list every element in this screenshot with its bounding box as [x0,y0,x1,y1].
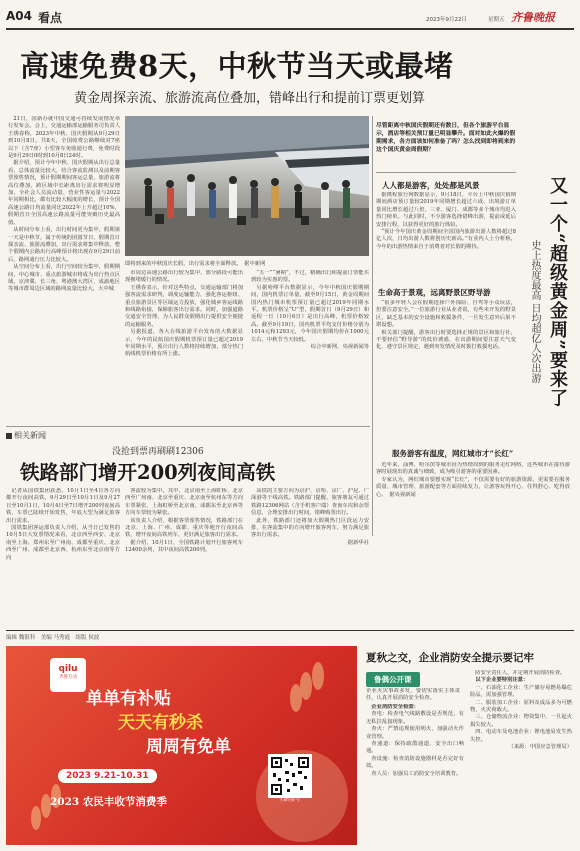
ad-line-3: 周周有免单 [146,737,231,757]
sidebar-section-2: “很多年轻人会在假期选择户外探险、自驾等小众玩法，但要注意安全。”一位旅游行业从业者说，有些未开发的野景区，缺乏基本的安全设施和救援条件，一旦发生意外后果不堪设想。 相关部门提醒，游客出行时要选择正规的景区和旅行社，不要轻信“野导游”的低价诱惑，在出游期间要注意天气变化，遵守景区规定，遇到突发情况及时拨打救援电话。 [376,300,516,351]
ad-brand-sub: 齐鲁互动 [59,675,77,680]
related-top-rule [6,426,370,427]
ad-brand-logo [50,658,86,692]
sidebar-kicker: 史上热度最高 日均超亿人次出游 [529,240,540,384]
station-photo-illustration [125,116,369,256]
ad-event-title: 2023 农民丰收节消费季 [50,796,167,808]
section-name: 看点 [38,11,63,25]
page-code: A04 [6,9,32,23]
qr-code-icon [271,757,309,795]
credits-line [6,633,99,641]
ad-banner [6,646,357,845]
ad-line-1: 单单有补贴 [86,689,171,709]
lead-col-3: “五一”“暑期”，不过，精确出行和提前订票能买到较为实惠的票。 另据哈啰平台数据显示，今年中秋国庆假期期间，国内机票订单量，截至9月15日，黄金周期间国内热门城市机票预订量已超过2019年同期水平。机票价格呈“U”型，假期首日（9月29日）和返程一日（10月6日）是出行高峰，机票价格较高。截至9月19日，国内机票平均支付价格分别为1014元和1293元，今年国庆假期均价在1000元左右，中秋节当天较低。 综合中新网、央视新闻等 [251,270,369,351]
safety-headline: 夏秋之交，企业消防安全提示要记牢 [366,652,534,664]
masthead [6,6,574,28]
lead-subheadline: 黄金周探亲流、旅游流高位叠加，错峰出行和提前订票更划算 [74,91,426,106]
lead-photo [125,116,369,256]
lead-col-2: 市周边高速公路出行较为集中，部分路段可能出现拥堵缓行的情况。 王绣春表示，针对这些特点，交通运输部门将加强客流需求研判，调度运输能力，强化客运枢纽、重点旅游景区等区域运力投放，强化城乡客运线路和线路衔接，保障旅客出行需求。同时，加强道路交通安全管理，为人民群众假期出行提供安全便捷的运输服务。 另据报道，各大在线旅游平台发布的大数据显示，今年的民航国庆假期机票预订量已超过2019年同期水平，预计出行人数将持续增加，部分热门航线机票价格有所上涨。 [125,270,243,358]
issue-weekday: 星期五 [488,17,505,23]
related-headline: 铁路部门增开200列夜间高铁 [20,461,276,484]
ad-date-pill: 2023 9.21-10.31 [58,769,157,783]
sidebar-section-3: 近年来，淄博、哈尔滨等城市因为热情周到的服务走红网络，这些城市在接待游客时展现出的真诚与细致，成为吸引游客的重要因素。 专家认为，网红城市要想实现“长红”，不仅需要有好的旅游资源，更需要在服务质量、城市管理、旅游配套等方面持续发力，让游客玩得开心、住得舒心、吃得放心。 据央视新闻 [376,462,570,498]
ad-qr-code[interactable] [268,754,312,798]
sidebar-heading: 又一个“超级黄金周”要来了 [547,176,568,408]
safety-left-col: 企业消防安全检查： 查电：检查电气线路敷设是否规范，有无私拉乱接现象。 查火：严禁违规使用明火，加强动火作业管理。 查通道：保持疏散通道、安全出口畅通。 查设施：检查消防设施器材是否完好有效。 查人员：加强员工消防安全培训教育。 [366,704,464,777]
credit-editor: 编辑 魏银科 [6,635,36,641]
safety-right-col: 防安全责任人，并定期开展消防检查。 以下企业要特别注意： 一、石油化工企业：生产储存易燃易爆危险品，需加强管理。 二、服装加工企业：原料及成品多为可燃物，火灾荷载大。 三、仓储物流企业：物资集中，一旦起火损失较大。 四、电动车及电池企业：锂电池易发生热失控。 （来源：中国应急管理局） [470,670,572,751]
sidebar-intro-rule [376,172,516,173]
related-kicker: 没抢到票再刷刷12306 [112,447,204,457]
issue-date: 2023年9月22日 [426,17,467,23]
sidebar-section-1: 据携程旅行网数据显示，9月18日，平台上中秋国庆假期期间酒店预订量较2019年同期增长超过六成，出境游订单量同比增长超过八倍，三亚、厦门、成都等多个城市均进入热门榜单。与此同时，不少游客选择错峰出游，提前或延后安排行程，以获得更好的旅行体验。 “预计今年国庆黄金周期间全国国内旅游出游人数将超过8亿人次，日均出游人数将创历史新高。”有业内人士分析称，今年的出游热情来自于消费者对长假的期待。 [376,192,516,250]
credits-rule [6,630,574,631]
masthead-rule [6,28,574,30]
sidebar-section-3-title: 服务游客有温度，网红城市才“长红” [392,449,514,458]
lead-headline: 高速免费8天，中秋节当天或最堵 [20,49,454,83]
safety-box [362,646,574,845]
sidebar-section-1-title: 人人都是游客，处处都是风景 [382,181,480,190]
credit-proof: 组版 侯波 [75,635,100,641]
lead-photo-caption: 即将到来的中秋国庆长假，出行需求将全面释放。 据中新网 [125,261,266,267]
related-col-2: 客流较为集中。其中，北京南至上海虹桥、北京西至广州南、北京至重庆、北京南至杭州东等方向车票紧张，上海虹桥至北京南、成都东至北京西等方向车票较为紧张。 该负责人介绍，根据客票预售情况，铁路部门在北京、上海、广州、成都、重庆等地开行夜间高铁，增开夜间高铁列车，更好满足旅客出行需求。 据介绍，10月1日，全国铁路计划开行旅客列车12400余列，其中夜间高铁200列。 [125,488,243,554]
safety-badge: 鲁偶公开课 [366,672,420,687]
ad-brand-name: qilu [58,664,78,674]
safety-intro: 企业火灾事故多发，要切实落实主体责任，认真开展消防安全检查。 [366,688,460,702]
ad-line-2: 天天有秒杀 [118,713,203,733]
related-label-marker [6,433,12,439]
paper-logo: 齐鲁晚报 [511,11,555,24]
lead-col-1: 21日，国新办就中国交通可持续发展情况举行发布会。会上，交通运输部运输服务司负责人王绣春称，2023年中秋、国庆假期从9月29日到10月8日，共8天，全国收费公路继续对7座以下（含7座）小型客车免收通行费，免费时段是9月29日0时到10月8日24时。 据介绍，预计今年中秋、国庆假期从出行总量看，总体流量比较大，结合客流监测以及前期客票预售情况，预计假期期间客运总量、旅游流将高位叠加，跨区域中长距离出行需求将明显增加，全社会人员流动量、营业性客运量与2022年同期相比，都有比较大幅度的增长，预计全国高速公路日均流量同比2022年上升超过10%，假期首日全国高速公路流量可能突破历史最高值。 从时间分布上看，出行时间更为集中，假期第一天是中秋节，属于传统的团圆节日，假期首日探亲流、旅游流叠加，出行需求将集中释放。整个假期内公路出行高峰预计将出现在9月29日前后，路网通行压力比较大。 从空间分布上看，出行空间较为集中，假期期间，中心城市、重点旅游城市将成为出行热点区域，京津冀、长三角、粤港澳大湾区、成渝地区等城市群周边区域的路网流量比较大，大中城 [8,116,120,293]
sidebar-section-2-title: 生命高于景观，远离野景区野导游 [378,288,491,297]
sidebar-intro: 尽管距离中秋国庆假期还有数日，但各个旅游平台显示，酒店等相关预订量已明显攀升。面对如此火爆的假期需求，各方面该如何准备了吗？怎么找到即将到来的这个国庆黄金周假期？ [376,123,516,153]
related-label-text: 相关新闻 [14,431,46,440]
related-col-1: 记者从国铁集团获悉，10月1日至4日各方向都开行夜间高铁，9月29日至10月1日及9月27日至10月1日，10月4日至7日增开200列夜间高铁，车票已陆续开始发售，年底大型为满足旅客出行需求。 国铁集团客运部负责人介绍，从当日已发售的10月5日大发票情况来看，北京西至西安、北京南至上海、郑州东至广州南、成都至重庆、北京西至广州、成都至北京西、杭州东至北京南等方向 [6,488,120,561]
related-label [6,430,46,441]
ad-qr-label: 扫码参与 [279,797,300,803]
related-col-3: 高铁的主要方向为京沪、京哈、京广、沪昆、广深港等干线高铁。铁路部门提醒，旅客朋友可通过铁路12306网站（含手机客户端）查询车次和余票信息，合理安排出行时间，错峰购票出行。 此外，铁路部门还将加大假期热门区段运力安排，在客流集中的方向增开旅客列车，努力满足旅客出行需求。 据新华社 [251,488,369,546]
credit-design: 美编 马秀霞 [40,635,71,641]
